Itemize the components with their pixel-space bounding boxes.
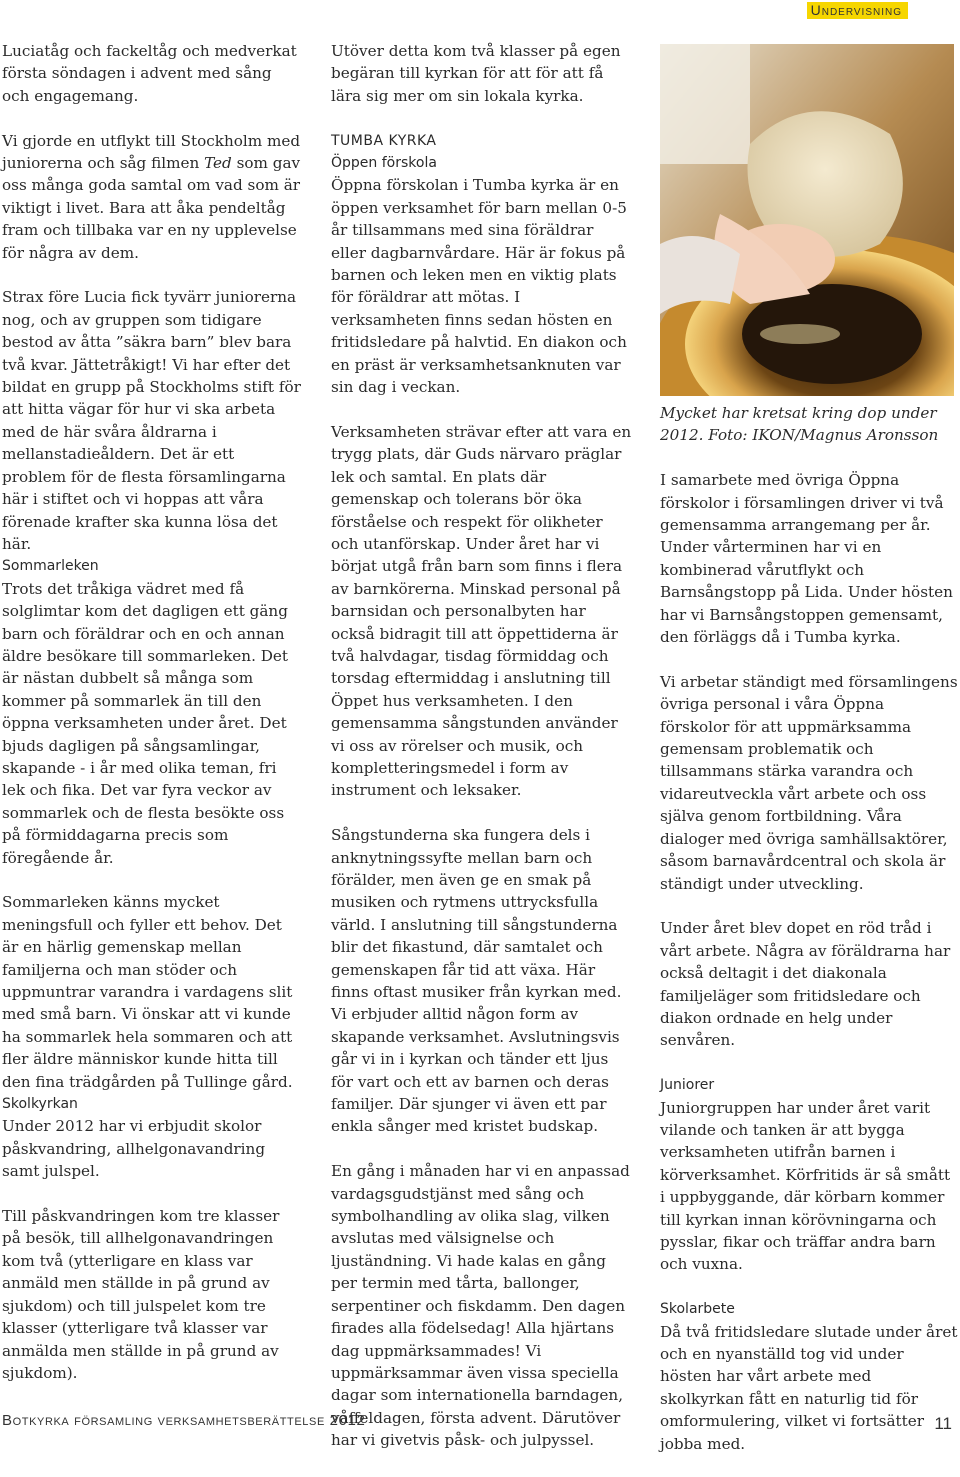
paragraph: Utöver detta kom två klasser på egen begäran till kyrkan för att för att få lära sig mer om sin lokala kyrka. <box>331 42 621 105</box>
text-run: som gav oss många goda samtal om vad som är viktigt i livet. Bara att åka pendeltåg fram och tillbaka var en ny upplevelse för några av dem. <box>2 154 301 262</box>
photo-caption: Mycket har kretsat kring dop under 2012. Foto: IKON/Magnus Aronsson <box>660 404 939 445</box>
paragraph: Juniorgruppen har under året varit vilande och tanken är att bygga verksamheten utifrån barnen i körverksamhet. Körfritids är så smått i uppbyggande, där körbarn kommer till kyrkan innan körövningarna och pysslar, fikar och träffar andra barn och vuxna. <box>660 1098 951 1274</box>
paragraph: Sommarleken känns mycket meningsfull och fyller ett behov. Det är en härlig gemenskap mellan familjerna och man stöder och uppmuntrar varandra i vardagens slit med små barn. Vi önskar att vi kunde ha sommarlek hela sommaren och att fler äldre människor kunde hitta till den fina trädgården på Tullinge gård. <box>2 893 293 1091</box>
paragraph: Vi arbetar ständigt med församlingens övriga personal i våra Öppna förskolor för att uppmärksamma gemensam problematik och tillsammans stärka varandra och vidareutveckla vårt arbete och oss själva genom fortbildning. Våra dialoger med övriga samhällsaktörer, såsom barnavårdcentral och skola är ständigt under utveckling. <box>660 672 958 893</box>
paragraph: Strax före Lucia fick tyvärr juniorerna nog, och av gruppen som tidigare bestod av åtta ”säkra barn” blev bara två kvar. Jättetråkigt! Vi har efter det bildat en grupp på Stockholms stift för att hitta vägar för hur vi ska arbeta med de här svåra åldrarna i mellanstadieåldern. Det är ett problem för de flesta församlingarna här i stiftet och vi hoppas att våra förenade krafter ska kunna lösa det här. <box>2 288 301 553</box>
paragraph: Under 2012 har vi erbjudit skolor påskvandring, allhelgonavandring samt julspel. <box>2 1117 266 1181</box>
paragraph <box>2 130 302 264</box>
subheading-sommarleken: Sommarleken <box>2 558 99 575</box>
subheading-skolarbete: Skolarbete <box>660 1301 735 1318</box>
paragraph: Öppna förskolan i Tumba kyrka är en öppen verksamhet för barn mellan 0-5 år tillsammans med sina föräldrar eller dagbarnvårdare. Här är fokus på barnen och leken men en viktig plats för föräldrar att mötas. I verksamheten finns sedan hösten en fritidsledare på halvtid. En diakon och en präst är verksamhetsanknuten var sin dag i veckan. <box>331 176 627 397</box>
baptism-photo <box>660 44 954 396</box>
film-title: Ted <box>204 154 232 173</box>
paragraph: Sångstunderna ska fungera dels i anknytningssyfte mellan barn och förälder, men även ge en smak på musiken och rytmens uttrycksfulla värld. I anslutning till sångstunderna blir det fikastund, där samtalet och gemenskapen får tid att växa. Här finns oftast musiker från kyrkan med. Vi erbjuder alltid någon form av skapande verksamhet. Avslutningsvis går vi in i kyrkan och tänder ett ljus för vart och ett av barnen och deras familjer. Där sjunger vi även ett par enkla sånger med kristet budskap. <box>331 826 622 1136</box>
paragraph: Då två fritidsledare slutade under året och en nyanställd tog vid under hösten har vårt arbete med skolkyrkan fått en naturlig tid för omformulering, vilket vi fortsätter jobba med. <box>660 1322 958 1453</box>
column-left <box>2 40 302 1407</box>
paragraph: I samarbete med övriga Öppna förskolor i församlingen driver vi två gemensamma arrangemang per år. Under vårterminen har vi en kombinerad vårutflykt och Barnsångstopp på Lida. Under hösten har vi Barnsångstoppen gemensamt, den förläggs då i Tumba kyrka. <box>660 471 953 647</box>
paragraph: Till påskvandringen kom tre klasser på besök, till allhelgonavandringen kom två (ytterligare en klass var anmäld men ställde in på grund av sjukdom) och till julspelet kom tre klasser (ytterligare två klasser var anmälda men ställde in på grund av sjukdom). <box>2 1207 280 1382</box>
paragraph: Verksamheten strävar efter att vara en trygg plats, där Guds närvaro präglar lek och samtal. En plats där gemenskap och tolerans bör öka förståelse och respekt för olikheter och utanförskap. Under året har vi börjat utgå från barn som finns i flera av barnkörerna. Minskad personal på barnsidan och personalbyten har också bidragit till att öppettiderna är två halvdagar, tisdag förmiddag och torsdag eftermiddag i anslutning till Öppet hus verksamheten. I den gemensamma sångstunden använder vi oss av rörelser och musik, och kompletteringsmedel i form av instrument och leksaker. <box>331 422 632 800</box>
column-middle <box>331 40 633 1474</box>
page-number: 11 <box>934 1414 952 1433</box>
section-tag: Undervisning <box>807 2 908 19</box>
subheading-juniorer: Juniorer <box>660 1077 715 1094</box>
paragraph: En gång i månaden har vi en anpassad vardagsgudstjänst med sång och symbolhandling av olika slag, vilken avslutas med välsignelse och ljuständning. Vi hade kalas en gång per termin med tårta, ballonger, serpentiner och fiskdamm. Den dagen firades alla födelsedag! Alla hjärtans dag uppmärksammades! Vi uppmärksammar även vissa speciella dagar som internationella barndagen, våffeldagen, första advent. Därutöver har vi givetvis påsk- och julpyssel. <box>331 1162 630 1450</box>
subheading-skolkyrkan: Skolkyrkan <box>2 1096 78 1113</box>
paragraph: Under året blev dopet en röd tråd i vårt arbete. Några av föräldrarna har också deltagit i det diakonala familjeläger som fritidsledare och diakon ordnade en helg under senvåren. <box>660 919 951 1050</box>
paragraph: Luciatåg och fackeltåg och medverkat första söndagen i advent med sång och engagemang. <box>2 42 297 105</box>
footer-title: Botkyrka församling verksamhetsberättelse 2012 <box>2 1412 366 1429</box>
subheading-oppen-forskola: Öppen förskola <box>331 155 437 172</box>
column-right <box>660 44 958 1477</box>
heading-tumba-kyrka: TUMBA KYRKA <box>331 132 437 149</box>
paragraph: Trots det tråkiga vädret med få solglimtar kom det dagligen ett gäng barn och föräldrar och en och annan äldre besökare till sommarleken. Det är nästan dubbelt så många som kommer på sommarlek än till den öppna verksamheten under året. Det bjuds dagligen på sångsamlingar, skapande - i år med olika teman, fri lek och fika. Det var fyra veckor av sommarlek och de flesta besökte oss på förmiddagarna precis som föregående år. <box>2 579 288 867</box>
text-run: Vi gjorde en utflykt till Stockholm med juniorerna och såg filmen <box>2 131 301 173</box>
